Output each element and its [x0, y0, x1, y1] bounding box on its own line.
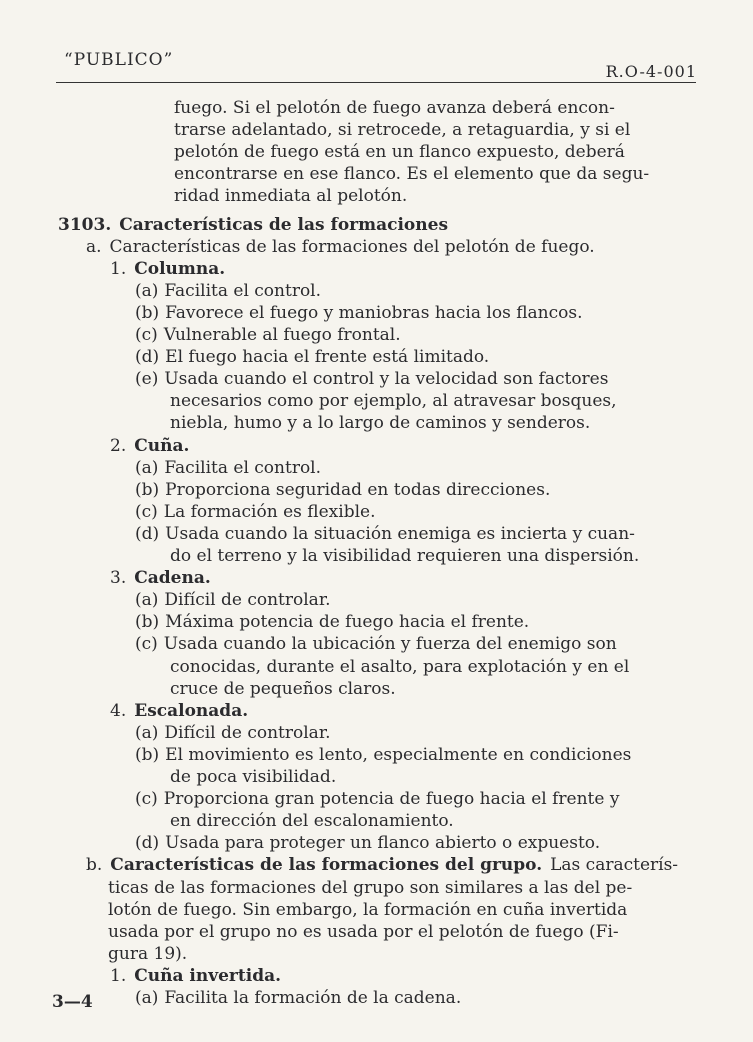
sub-text: Vulnerable al fuego frontal.: [163, 325, 401, 345]
sub-text: El fuego hacia el frente está limitado.: [165, 347, 490, 368]
sub-text: de poca visibilidad.: [170, 767, 337, 787]
list-item-heading: [110, 258, 225, 280]
sub-item-line: [170, 810, 454, 832]
paragraph-line: [174, 163, 649, 185]
section-title: Características de las formaciones: [119, 214, 449, 235]
part-marker: a.: [86, 236, 102, 257]
sub-item-line: [135, 832, 600, 854]
list-item-heading: [110, 567, 211, 589]
paragraph-line: [108, 877, 632, 899]
sub-text: Facilita el control.: [164, 280, 322, 301]
sub-item-line: [135, 280, 321, 302]
sub-item-line: [135, 302, 583, 324]
paragraph-line: [108, 943, 187, 965]
sub-item-line: [135, 633, 617, 655]
sub-text: niebla, humo y a lo largo de caminos y senderos.: [170, 413, 591, 434]
sub-item-line: [170, 545, 639, 567]
list-item-heading: [110, 700, 248, 722]
item-title: Cuña invertida.: [134, 965, 282, 986]
part-title: Características de las formaciones del grupo.: [110, 855, 543, 876]
sub-marker: (b): [135, 744, 160, 765]
sub-item-line: [135, 346, 489, 368]
sub-text: Proporciona seguridad en todas direcciones.: [165, 479, 551, 500]
item-title: Escalonada.: [134, 700, 249, 721]
sub-item-line: [135, 457, 321, 479]
list-item-heading: [110, 435, 189, 457]
sub-item-line: [170, 412, 590, 434]
text-span: encontrarse en ese flanco. Es el elemento que da segu-: [174, 164, 650, 185]
paragraph-line: [174, 141, 625, 163]
document-code: R.O-4-001: [605, 62, 697, 81]
sub-item-line: [135, 987, 461, 1009]
sub-marker: (c): [135, 634, 158, 655]
sub-item-line: [135, 611, 529, 633]
sub-marker: (c): [135, 789, 158, 810]
sub-text: Facilita el control.: [164, 457, 322, 478]
section-number: 3103.: [58, 214, 112, 235]
sub-marker: (c): [135, 501, 158, 522]
sub-marker: (e): [135, 369, 159, 390]
sub-item-line: [135, 324, 401, 346]
sub-marker: (b): [135, 479, 160, 500]
sub-marker: (b): [135, 302, 160, 323]
item-marker: 1.: [110, 965, 127, 986]
item-marker: 3.: [110, 568, 127, 589]
text-span: fuego. Si el pelotón de fuego avanza deberá encon-: [174, 98, 615, 118]
sub-text: Usada cuando la ubicación y fuerza del enemigo son: [163, 634, 617, 655]
sub-text: Difícil de controlar.: [164, 590, 331, 611]
part-marker: b.: [86, 855, 103, 876]
sub-item-line: [135, 368, 608, 390]
page-number: 3—4: [52, 992, 93, 1012]
sub-text: El movimiento es lento, especialmente en condiciones: [165, 744, 632, 765]
sub-item-line: [135, 523, 635, 545]
sub-text: Usada para proteger un flanco abierto o expuesto.: [165, 833, 601, 854]
sub-item-line: [135, 501, 375, 523]
item-marker: 2.: [110, 435, 127, 456]
item-title: Columna.: [134, 258, 226, 279]
sub-marker: (b): [135, 612, 160, 633]
sub-text: Máxima potencia de fuego hacia el frente.: [165, 612, 530, 633]
sub-text: Usada cuando la situación enemiga es incierta y cuan-: [165, 523, 635, 544]
sub-text: en dirección del escalonamiento.: [170, 811, 454, 832]
section-heading: [58, 214, 448, 236]
text-span: usada por el grupo no es usada por el pelotón de fuego (Fi-: [108, 921, 619, 942]
sub-marker: (a): [135, 590, 159, 611]
sub-text: Usada cuando el control y la velocidad son factores: [164, 369, 609, 390]
text-span: gura 19).: [108, 943, 188, 964]
classification-label: “PUBLICO”: [64, 50, 174, 70]
sub-text: La formación es flexible.: [163, 501, 376, 522]
text-span: ridad inmediata al pelotón.: [174, 186, 408, 207]
sub-item-line: [135, 479, 550, 501]
sub-item-line: [135, 788, 619, 810]
paragraph-line: [174, 97, 615, 119]
sub-marker: (c): [135, 325, 158, 345]
part-a-heading: [86, 236, 595, 258]
sub-text: Difícil de controlar.: [164, 722, 331, 743]
part-b-heading: [86, 854, 678, 876]
item-title: Cadena.: [134, 568, 211, 589]
item-marker: 4.: [110, 700, 127, 721]
part-title: Características de las formaciones del pelotón de fuego.: [109, 236, 595, 257]
sub-marker: (a): [135, 457, 159, 478]
paragraph-line: [108, 921, 619, 943]
sub-text: cruce de pequeños claros.: [170, 678, 396, 699]
sub-item-line: [170, 678, 396, 700]
item-title: Cuña.: [134, 435, 190, 456]
sub-text: Facilita la formación de la cadena.: [164, 988, 462, 1008]
item-marker: 1.: [110, 258, 127, 279]
sub-marker: (d): [135, 833, 160, 854]
sub-marker: (d): [135, 347, 160, 368]
paragraph-line: [174, 119, 630, 141]
sub-text: Favorece el fuego y maniobras hacia los flancos.: [165, 302, 583, 323]
text-span: lotón de fuego. Sin embargo, la formación en cuña invertida: [108, 899, 628, 920]
sub-marker: (a): [135, 722, 159, 743]
sub-marker: (d): [135, 523, 160, 544]
text-span: ticas de las formaciones del grupo son similares a las del pe-: [108, 877, 633, 898]
sub-text: conocidas, durante el asalto, para explotación y en el: [170, 656, 630, 677]
sub-item-line: [170, 390, 617, 412]
sub-marker: (a): [135, 280, 159, 301]
sub-marker: (a): [135, 988, 159, 1008]
sub-item-line: [135, 744, 631, 766]
header-rule: [56, 82, 696, 83]
sub-text: Proporciona gran potencia de fuego hacia el frente y: [163, 789, 620, 810]
sub-item-line: [135, 722, 330, 744]
sub-item-line: [135, 589, 330, 611]
paragraph-line: [108, 899, 627, 921]
sub-item-line: [170, 656, 629, 678]
part-text: Las caracterís-: [550, 855, 679, 876]
sub-text: necesarios como por ejemplo, al atravesar bosques,: [170, 391, 617, 412]
text-span: pelotón de fuego está en un flanco expuesto, deberá: [174, 142, 625, 163]
text-span: trarse adelantado, si retrocede, a retaguardia, y si el: [174, 120, 631, 141]
list-item-heading: [110, 965, 281, 987]
sub-item-line: [170, 766, 336, 788]
paragraph-line: [174, 185, 407, 207]
sub-text: do el terreno y la visibilidad requieren una dispersión.: [170, 546, 640, 566]
